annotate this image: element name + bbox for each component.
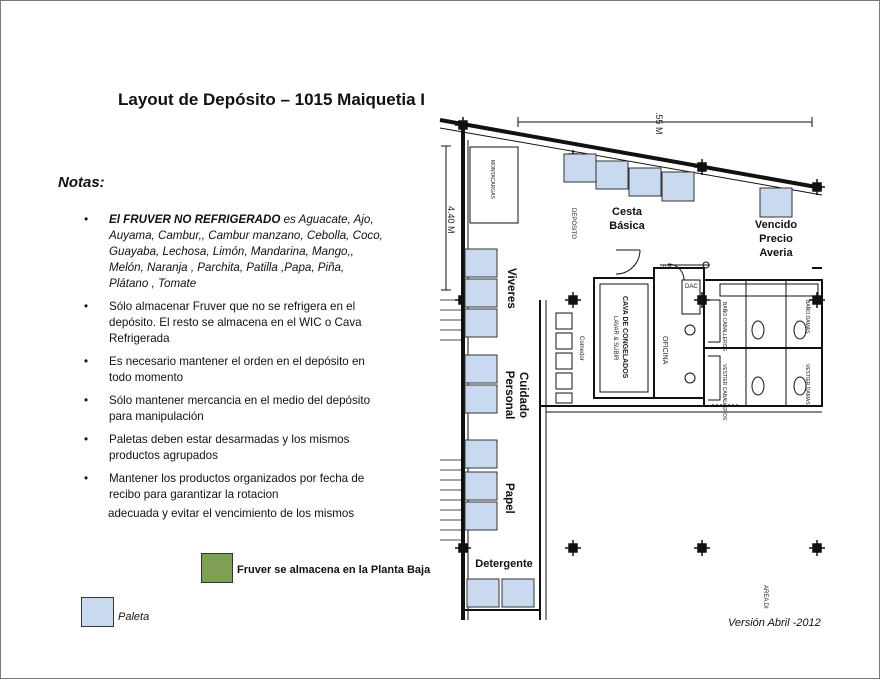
column-icon	[694, 292, 710, 308]
version-label: Versión Abril -2012	[728, 617, 821, 629]
comedor-table	[556, 333, 572, 349]
detergente-label: Detergente	[475, 558, 533, 570]
note-text: Sólo mantener mercancia en el medio del depósito para manipulación	[109, 394, 371, 423]
pallet	[629, 168, 661, 196]
bano-damas-label: BAÑO DAMAS	[804, 300, 810, 334]
note-text: Es necesario mantener el orden en el depósito en todo momento	[109, 355, 365, 384]
comedor-table	[556, 353, 572, 369]
vencido-label: Vencido Precio Averia	[754, 219, 798, 259]
pallet	[564, 154, 596, 182]
fruver-legend-label: Fruver se almacena en la Planta Baja	[237, 564, 431, 576]
comedor-table	[556, 373, 572, 389]
bullet: •	[84, 472, 89, 485]
pallet	[502, 579, 534, 607]
bullet: •	[84, 300, 89, 313]
shower	[708, 300, 720, 342]
note-text: Paletas deben estar desarmadas y los mismos productos agrupados	[109, 433, 350, 462]
pallet	[465, 249, 497, 277]
comedor-table	[556, 313, 572, 329]
notes-heading: Notas:	[58, 174, 105, 191]
column-icon	[694, 540, 710, 556]
dimension-small-label: 0.8	[663, 265, 672, 271]
pallet	[465, 440, 497, 468]
cesta-basica-label: Cesta Básica	[609, 206, 645, 232]
pallet	[465, 355, 497, 383]
column-icon	[565, 292, 581, 308]
cava-label: CAVA DE CONGELADOS	[621, 296, 628, 379]
small-label: DAC	[685, 284, 698, 290]
pallet	[465, 502, 497, 530]
shower	[708, 356, 720, 400]
pallet	[465, 472, 497, 500]
bullet: •	[84, 213, 89, 226]
deposito-label: DEPÓSITO	[570, 208, 576, 239]
bano-caballeros-label: BAÑO CABALLEROS	[721, 302, 727, 351]
column-icon	[809, 540, 825, 556]
pallet	[465, 309, 497, 337]
papel-label: Papel	[503, 483, 515, 514]
comedor-label: Comedor	[578, 336, 584, 361]
montacargas-label: MONTACARGAS	[489, 160, 495, 199]
page-title: Layout de Depósito – 1015 Maiquetia I	[118, 90, 426, 109]
oficina-label: OFICINA	[661, 336, 668, 365]
note-text-continuation: adecuada y evitar el vencimiento de los mismos	[108, 507, 355, 520]
dimension-left-label: 4.40 M	[446, 206, 456, 234]
pallet	[662, 172, 694, 201]
pallet	[465, 385, 497, 413]
column-icon	[809, 179, 825, 195]
wall-hatching	[440, 300, 462, 540]
note-fruver-list: es Aguacate, Ajo, Auyama, Cambur,, Cambur manzano, Cebolla, Coco, Guayaba, Lechosa, Limón, Mandarina, Mango,, Melón, Naranja , Parchita, Patilla ,Papa, Piña, Plátano , Tomate	[109, 213, 383, 290]
cuidado-personal-label: Cuidado Personal	[503, 370, 529, 420]
comedor-table	[556, 393, 572, 403]
oficina-chair	[685, 373, 695, 383]
cava-sub-label: LAVAR & SUBIR	[612, 316, 618, 361]
note-text: Sólo almacenar Fruver que no se refrigera en el depósito. El resto se almacena en el WIC o Cava Refrigerada	[109, 300, 362, 345]
column-icon	[565, 540, 581, 556]
cava-door	[616, 250, 640, 274]
sink-counter	[720, 284, 818, 296]
bullet: •	[84, 355, 89, 368]
pallet	[760, 188, 792, 217]
pallet	[467, 579, 499, 607]
toilet	[752, 321, 764, 339]
bullet: •	[84, 394, 89, 407]
viveres-label: Viveres	[505, 268, 517, 309]
pallet	[465, 279, 497, 307]
column-icon	[455, 540, 471, 556]
note-text: Mantener los productos organizados por fecha de recibo para garantizar la rotacion	[109, 472, 365, 501]
toilet	[752, 377, 764, 395]
paleta-legend-label: Paleta	[118, 611, 150, 623]
bullet: •	[84, 433, 89, 446]
pallet	[596, 161, 628, 189]
note-fruver-bold: El FRUVER NO REFRIGERADO	[109, 213, 281, 226]
vestier-caballeros-label: VESTIER CABALLEROS	[721, 364, 727, 421]
oficina-chair	[685, 325, 695, 335]
area-label: AREA DI	[762, 585, 768, 609]
dimension-top-label: .55 M	[654, 112, 664, 135]
vestier-damas-label: VESTIER DAMAS	[804, 364, 810, 405]
